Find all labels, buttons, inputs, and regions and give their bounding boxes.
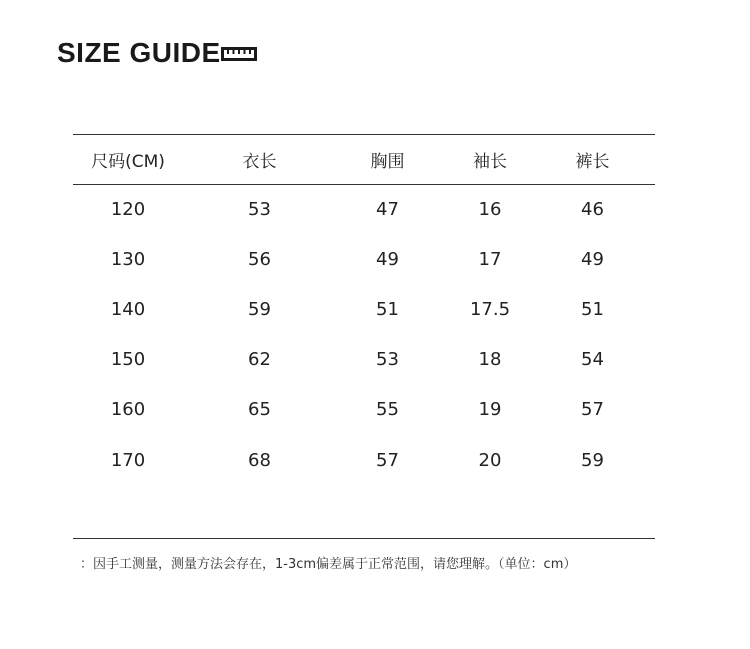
cell-size: 170	[110, 449, 146, 471]
cell-length: 56	[248, 248, 271, 270]
cell-pants: 54	[581, 349, 604, 371]
cell-length: 62	[248, 349, 271, 371]
measurement-note: ：因手工测量，测量方法会存在，1-3cm偏差属于正常范围，请您理解。（单位：cm）	[80, 557, 577, 572]
table-row	[73, 184, 655, 234]
cell-chest: 55	[376, 399, 399, 421]
table-bottom-divider	[73, 538, 655, 539]
cell-sleeve: 18	[478, 349, 502, 371]
table-row	[73, 435, 655, 485]
table-row	[73, 385, 655, 435]
cell-sleeve: 17.5	[469, 298, 511, 320]
column-header-length: 衣长	[242, 152, 277, 172]
cell-pants: 51	[581, 298, 604, 320]
cell-size: 120	[110, 198, 146, 220]
table-row	[73, 284, 655, 334]
cell-chest: 47	[376, 198, 399, 220]
cell-size: 130	[110, 248, 146, 270]
cell-chest: 49	[376, 248, 399, 270]
cell-chest: 51	[376, 298, 399, 320]
column-header-chest: 胸围	[370, 152, 405, 172]
cell-pants: 49	[581, 248, 604, 270]
table-header-row	[73, 135, 655, 184]
cell-length: 65	[248, 399, 271, 421]
ruler-icon	[221, 45, 257, 63]
cell-sleeve: 19	[478, 399, 502, 421]
cell-size: 150	[110, 349, 146, 371]
cell-pants: 59	[581, 449, 604, 471]
cell-chest: 57	[376, 449, 399, 471]
cell-sleeve: 20	[478, 449, 502, 471]
table-row	[73, 335, 655, 385]
column-header-size: 尺码(CM)	[91, 152, 165, 172]
page-title: SIZE GUIDE	[57, 37, 221, 68]
column-header-pants: 裤长	[575, 152, 610, 172]
cell-size: 140	[110, 298, 146, 320]
cell-length: 59	[248, 298, 271, 320]
cell-length: 53	[248, 198, 271, 220]
cell-pants: 57	[581, 399, 604, 421]
column-header-sleeve: 袖长	[473, 152, 507, 172]
size-table	[73, 135, 655, 485]
cell-sleeve: 16	[478, 198, 502, 220]
cell-chest: 53	[376, 349, 399, 371]
cell-sleeve: 17	[478, 248, 502, 270]
cell-length: 68	[248, 449, 271, 471]
table-row	[73, 234, 655, 284]
cell-size: 160	[110, 399, 146, 421]
cell-pants: 46	[581, 198, 604, 220]
